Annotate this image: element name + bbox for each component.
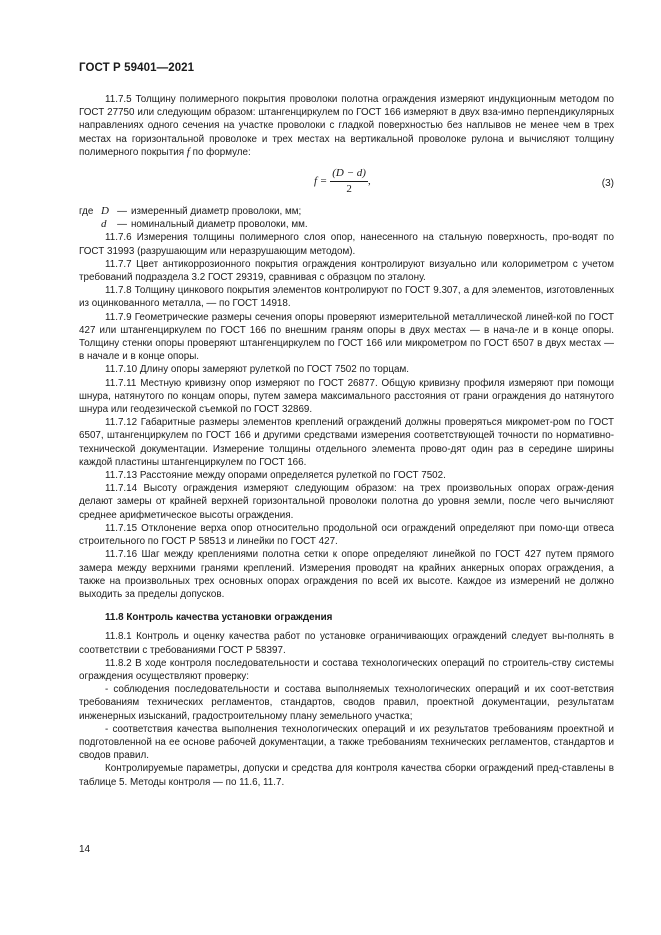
paragraph-11-7-13: 11.7.13 Расстояние между опорами определяется рулеткой по ГОСТ 7502. <box>105 470 446 482</box>
paragraph-11-7-15: 11.7.15 Отклонение верха опор относительно продольной оси ограждений определяют при помо-щи отвеса строительного по ГОСТ Р 58513 и линейки по ГОСТ 427. <box>79 522 614 548</box>
legend-dash: — <box>117 219 127 231</box>
paragraph-11-7-11: 11.7.11 Местную кривизну опор измеряют по ГОСТ 26877. Общую кривизну профиля измеряют при помощи шнура, натянутого по концам опоры, путем замера максимального расстояния от грани ограждения до натянутого шнура или геодезической съемкой по ГОСТ 32869. <box>79 377 614 416</box>
paragraph-11-8-1: 11.8.1 Контроль и оценку качества работ по установке ограничивающих ограждений следует вы-полнять в соответствии с требованиями ГОСТ Р 58397. <box>79 631 614 656</box>
formula-fraction <box>330 167 368 196</box>
list-item-check-quality: - соответствия качества выполнения технологических операций и их результатов требованиям проектной и подготовленной на ее основе рабочей документации, а также требованиям технических регламентов, стандартов и сводов правил. <box>79 723 614 762</box>
paragraph-11-7-14: 11.7.14 Высоту ограждения измеряют следующим образом: на трех произвольных опорах ограж-дения делают замеры от крайней верхней горизонтальной проволоки полотна до уровня земли, после чего вычисляют среднее арифметическое высоты ограждения. <box>79 483 614 521</box>
legend-text: измеренный диаметр проволоки, мм; <box>131 206 302 218</box>
legend-symbol: d <box>101 218 107 231</box>
legend-row-d <box>79 218 614 231</box>
formula-3 <box>79 163 614 199</box>
paragraph-11-8-2: 11.8.2 В ходе контроля последовательности и состава технологических операций по строитель-ству системы ограждения осуществляют проверку: <box>79 657 614 682</box>
paragraph-11-7-5: 11.7.5 Толщину полимерного покрытия проволоки полотна ограждения измеряют индукционным методом по ГОСТ 27750 или следующим образом: штангенциркулем по ГОСТ 166 измеряют в двух вза-имно перпендикулярных направлениях одного сечения на участке проволоки с гладкой поверхностью без наплывов не менее чем в трех местах на горизонтальной проволоке и трех местах на вертикальной проволоке рулона и вычисляют толщину полимерного покрытия f по формуле: <box>79 94 614 158</box>
document-header: ГОСТ Р 59401—2021 <box>79 62 195 74</box>
formula-tail: , <box>367 175 371 188</box>
section-title-11-8: 11.8 Контроль качества установки ограждения <box>105 612 333 624</box>
formula-number: (3) <box>601 178 614 190</box>
paragraph-11-7-16: 11.7.16 Шаг между креплениями полотна сетки к опоре определяют линейкой по ГОСТ 427 путем прямого замера между верхними гранями креплений. Измерения проводят на крайних анкерных опорах ограждения, а также на произвольных трех основных опорах ограждения по всей их высоте. Каждое из измерений не должно выходить за пределы допусков. <box>79 549 614 600</box>
legend-row-D <box>79 205 614 218</box>
formula-lhs: f = <box>314 175 328 188</box>
formula-numerator: (D − d) <box>330 167 368 182</box>
formula-legend <box>79 205 614 231</box>
document-body <box>79 93 614 789</box>
paragraph-controlled-params: Контролируемые параметры, допуски и средства для контроля качества сборки ограждений пред-ставлены в таблице 5. Методы контроля — по 11.6, 11.7. <box>79 763 614 788</box>
legend-where-word: где <box>79 206 94 218</box>
paragraph-11-7-9: 11.7.9 Геометрические размеры сечения опоры проверяют измерительной металлической линей-кой по ГОСТ 427 или штангенциркулем по ГОСТ 166 по внешним граням опоры в двух местах — в нача-ле и в конце опоры. Толщину стенки опоры проверяют штангенциркулем по ГОСТ 166 или микрометром по ГОСТ 6507 в двух местах — в начале и в конце опоры. <box>79 311 614 363</box>
legend-dash: — <box>117 206 127 218</box>
paragraph-11-7-8: 11.7.8 Толщину цинкового покрытия элементов контролируют по ГОСТ 9.307, а для элементов, изготовленных из оцинкованного металла, — по ГОСТ 14918. <box>79 285 614 310</box>
list-item-check-sequence: - соблюдения последовательности и состава выполняемых технологических операций и их соот-ветствия требованиям технических регламентов, стандартов, сводов правил, проектной документации, результатам инженерных изысканий, градостроительному плану земельного участка; <box>79 684 614 722</box>
paragraph-11-7-7: 11.7.7 Цвет антикоррозионного покрытия ограждения контролируют визуально или колориметром с учетом требований подраздела 3.2 ГОСТ 29319, сравнивая с образцом по эталону. <box>79 258 614 284</box>
paragraph-11-7-12: 11.7.12 Габаритные размеры элементов креплений ограждений должны проверяться микромет-ром по ГОСТ 6507, штангенциркулем по ГОСТ 166 и другими средствами измерения соответствующей точности по нормативно-технической документации. Измерение толщины отдельного элемента прово-дят один раз в середине ширины каждой пластины штангенциркулем по ГОСТ 166. <box>79 417 614 468</box>
variable-f: f <box>186 145 190 158</box>
legend-text: номинальный диаметр проволоки, мм. <box>131 219 308 231</box>
paragraph-11-7-6: 11.7.6 Измерения толщины полимерного слоя опор, нанесенного на стальную поверхность, про-водят по ГОСТ 31993 (разрушающим или неразрушающим методом). <box>79 232 614 257</box>
page-number: 14 <box>79 844 91 855</box>
formula-denominator: 2 <box>346 183 352 196</box>
legend-symbol: D <box>101 205 109 218</box>
formula-expression <box>314 167 371 196</box>
paragraph-11-7-10: 11.7.10 Длину опоры замеряют рулеткой по ГОСТ 7502 по торцам. <box>105 364 409 376</box>
